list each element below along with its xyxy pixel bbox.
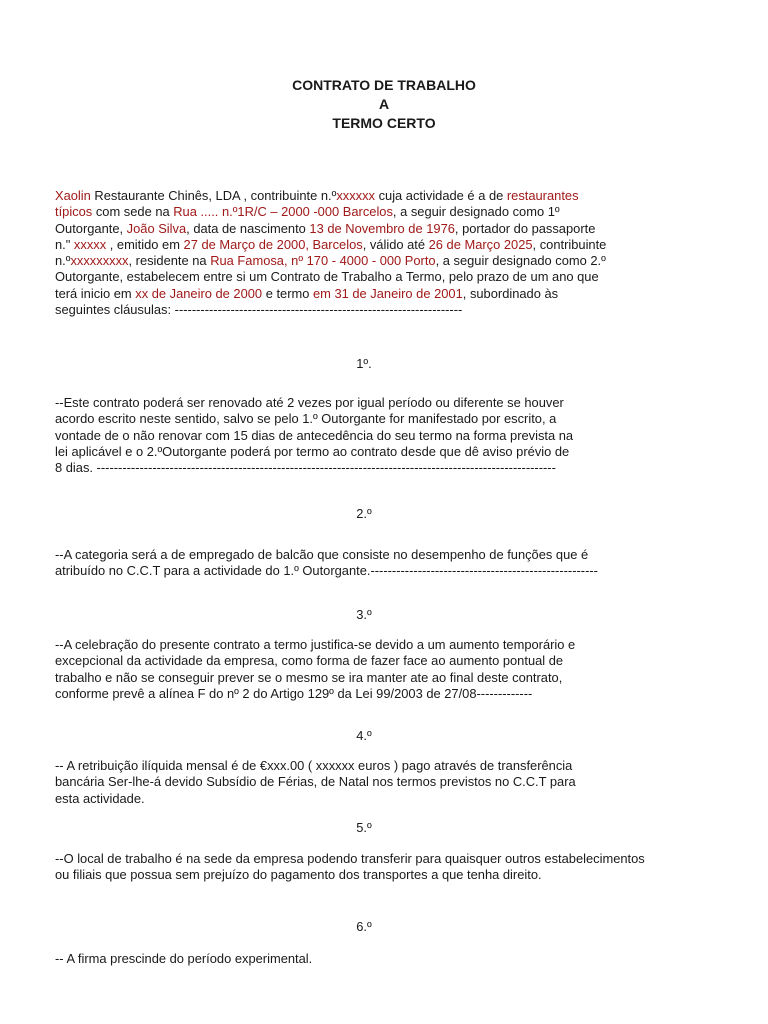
document-title-line-1: CONTRATO DE TRABALHO — [292, 77, 476, 93]
filled-field: xxxxxxxxx — [70, 253, 129, 269]
clause-number: 4.º — [356, 728, 372, 743]
clause-line: -- A firma prescinde do período experimental. — [55, 951, 313, 966]
document-title-line-2: A — [378, 96, 390, 112]
clause-line: atribuído no C.C.T para a actividade do 1.º Outorgante.----------------------------------------------------- — [55, 563, 598, 579]
text-run: , a seguir designado como 2.º — [435, 253, 606, 269]
clause-text — [55, 547, 598, 580]
clause-line: bancária Ser-lhe-á devido Subsídio de Férias, de Natal nos termos previstos no C.C.T para — [55, 774, 576, 790]
clause-text — [55, 637, 575, 702]
clause-text — [55, 395, 573, 476]
text-run: cuja actividade é a de — [375, 188, 507, 203]
clause-line: 8 dias. ----------------------------------------------------------------------------------------------------------- — [55, 460, 556, 476]
intro-line — [55, 221, 606, 237]
clause-line: --Este contrato poderá ser renovado até 2 vezes por igual período ou diferente se houver — [55, 395, 564, 410]
intro-paragraph — [55, 188, 606, 318]
filled-field: xx de Janeiro de 2000 — [135, 285, 263, 301]
clause-line: -- A retribuição ilíquida mensal é de €xxx.00 ( xxxxxx euros ) pago através de transferência — [55, 758, 573, 773]
text-run: com sede na — [92, 204, 174, 220]
filled-field: xxxxxx — [336, 188, 375, 203]
filled-field: Rua ..... n.º1R/C – 2000 -000 Barcelos — [173, 204, 393, 220]
filled-field: restaurantes — [506, 188, 579, 203]
text-run: , portador do passaporte — [454, 220, 596, 236]
text-run: , a seguir designado como 1º — [392, 204, 560, 220]
clause-number: 5.º — [356, 820, 372, 835]
filled-field: em 31 de Janeiro de 2001 — [312, 285, 463, 301]
text-run: , válido até — [362, 236, 429, 252]
text-run: terá inicio em — [55, 285, 136, 301]
intro-line — [55, 269, 606, 285]
clause-text — [55, 951, 312, 967]
clause-line: vontade de o não renovar com 15 dias de antecedência do seu termo na forma prevista na — [55, 427, 574, 443]
filled-field: Xaolin — [55, 188, 91, 203]
intro-line — [55, 188, 606, 204]
text-run: Outorgante, estabelecem entre si um Contrato de Trabalho a Termo, pelo prazo de um ano que — [55, 269, 599, 285]
clause-line: --A categoria será a de empregado de balcão que consiste no desempenho de funções que é — [55, 547, 589, 562]
text-run: Outorgante, — [55, 220, 127, 236]
intro-line — [55, 302, 606, 318]
clause-line: trabalho e não se conseguir prever se o mesmo se ira manter ate ao final deste contrato, — [55, 669, 563, 685]
text-run: , residente na — [128, 253, 211, 269]
intro-line — [55, 204, 606, 220]
document-title-line-3: TERMO CERTO — [332, 115, 436, 131]
text-run: , contribuinte — [532, 236, 607, 252]
text-run: , subordinado às — [462, 285, 559, 301]
text-run: n." — [55, 236, 74, 252]
text-run: , data de nascimento — [186, 220, 310, 236]
clause-number: 6.º — [356, 919, 372, 934]
filled-field: 13 de Novembro de 1976 — [309, 220, 455, 236]
text-run: seguintes cláusulas: ------------------------------------------------------------------- — [55, 302, 463, 318]
clause-line: acordo escrito neste sentido, salvo se pelo 1.º Outorgante for manifestado por escrito, a — [55, 411, 557, 427]
clause-number: 3.º — [356, 607, 372, 622]
clause-text — [55, 851, 645, 884]
filled-field: 26 de Março 2025 — [428, 236, 533, 252]
clause-number: 2.º — [356, 506, 372, 521]
clause-line: ou filiais que possua sem prejuízo do pagamento dos transportes a que tenha direito. — [55, 867, 542, 883]
clause-text — [55, 758, 576, 807]
filled-field: típicos — [55, 204, 93, 220]
text-run: , emitido em — [106, 236, 184, 252]
clause-line: esta actividade. — [55, 790, 145, 806]
clause-number: 1º. — [356, 356, 372, 371]
clause-line: --A celebração do presente contrato a termo justifica-se devido a um aumento temporário e — [55, 637, 576, 652]
intro-line — [55, 286, 606, 302]
text-run: Restaurante Chinês, LDA , contribuinte n.º — [90, 188, 337, 203]
text-run: n.º — [55, 253, 71, 269]
filled-field: João Silva — [126, 220, 187, 236]
intro-line — [55, 237, 606, 253]
filled-field: 27 de Março de 2000, Barcelos — [183, 236, 363, 252]
clause-line: lei aplicável e o 2.ºOutorgante poderá por termo ao contrato desde que dê aviso prévio de — [55, 443, 570, 459]
filled-field: xxxxx — [73, 236, 107, 252]
clause-line: excepcional da actividade da empresa, como forma de fazer face ao aumento pontual de — [55, 653, 564, 669]
intro-line — [55, 253, 606, 269]
clause-line: conforme prevê a alínea F do nº 2 do Artigo 129º da Lei 99/2003 de 27/08------------- — [55, 685, 533, 701]
filled-field: Rua Famosa, nº 170 - 4000 - 000 Porto — [210, 253, 436, 269]
text-run: e termo — [262, 285, 313, 301]
clause-line: --O local de trabalho é na sede da empresa podendo transferir para quaisquer outros estabelecimentos — [55, 851, 645, 866]
